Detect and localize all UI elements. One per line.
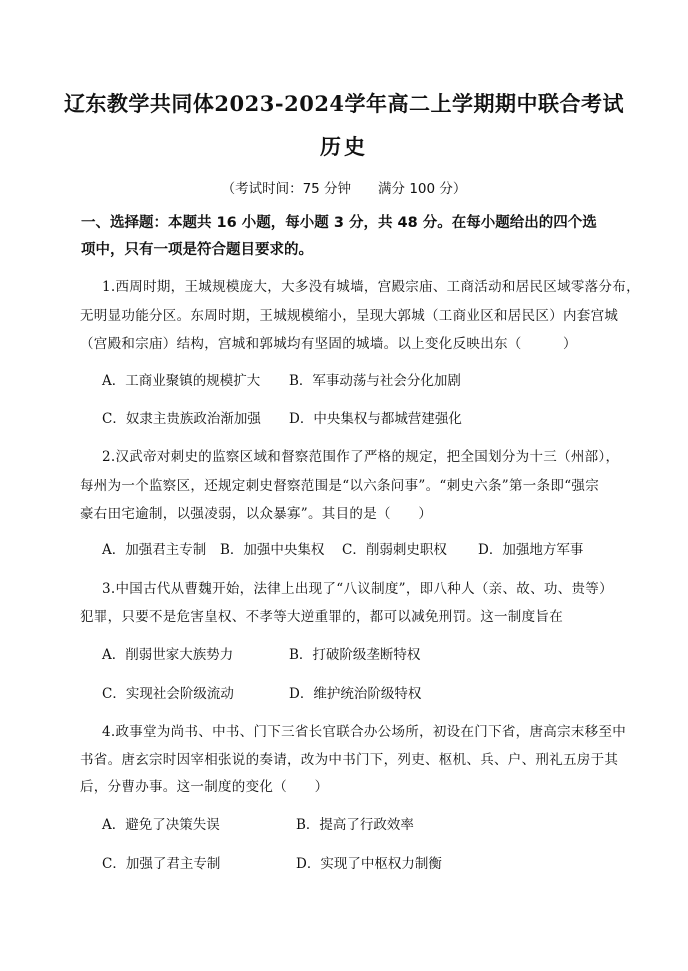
question-text-line: 犯罪，只要不是危害皇权、不孝等大逆重罪的，都可以减免刑罚。这一制度旨在 — [80, 609, 563, 625]
question-text-line: 无明显功能分区。东周时期，王城规模缩小，呈现大郭城（工商业区和居民区）内套宫城 — [80, 308, 619, 324]
exam-info: （考试时间：75 分钟 满分 100 分） — [221, 181, 467, 197]
option-b[interactable]: B．加强中央集权 — [220, 542, 325, 558]
option-c[interactable]: C．削弱刺史职权 — [342, 542, 447, 558]
section-heading-line1: 一、选择题：本题共 16 小题，每小题 3 分，共 48 分。在每小题给出的四个选 — [81, 215, 597, 231]
option-b[interactable]: B．提高了行政效率 — [296, 817, 414, 833]
option-c[interactable]: C．加强了君主专制 — [102, 856, 221, 872]
question-text-line: 2.汉武帝对刺史的监察区域和督察范围作了严格的规定，把全国划分为十三（州部）， — [102, 449, 620, 465]
option-c[interactable]: C．奴隶主贵族政治渐加强 — [102, 411, 261, 427]
option-b[interactable]: B．打破阶级垄断特权 — [289, 647, 421, 663]
question-text-line: 3.中国古代从曹魏开始，法律上出现了“八议制度”，即八种人（亲、故、功、贵等） — [102, 581, 613, 597]
question-text-line: 1.西周时期，王城规模庞大，大多没有城墙，宫殿宗庙、工商活动和居民区域零落分布， — [102, 279, 640, 295]
question-text-line: 书省。唐玄宗时因宰相张说的奏请，改为中书门下，列吏、枢机、兵、户、刑礼五房于其 — [80, 752, 619, 768]
option-d[interactable]: D．维护统治阶级特权 — [289, 686, 422, 702]
option-a[interactable]: A．避免了决策失误 — [102, 817, 220, 833]
question-text-line: （宫殿和宗庙）结构，宫城和郭城均有坚固的城墙。以上变化反映出东（ ） — [80, 336, 577, 352]
option-a[interactable]: A．工商业聚镇的规模扩大 — [102, 373, 261, 389]
question-text-line: 豪右田宅逾制，以强凌弱，以众暴寡”。其目的是（ ） — [80, 506, 433, 522]
option-d[interactable]: D．中央集权与都城营建强化 — [289, 411, 462, 427]
option-d[interactable]: D．加强地方军事 — [478, 542, 584, 558]
question-text-line: 4.政事堂为尚书、中书、门下三省长官联合办公场所，初设在门下省，唐高宗末移至中 — [102, 724, 627, 740]
question-text-line: 后，分曹办事。这一制度的变化（ ） — [80, 779, 329, 795]
option-a[interactable]: A．削弱世家大族势力 — [102, 647, 234, 663]
exam-title: 辽东教学共同体2023-2024学年高二上学期期中联合考试 — [63, 91, 625, 116]
question-text-line: 每州为一个监察区，还规定刺史督察范围是“以六条问事”。“刺史六条”第一条即“强宗 — [80, 478, 600, 494]
option-d[interactable]: D．实现了中枢权力制衡 — [296, 856, 442, 872]
option-a[interactable]: A．加强君主专制 — [102, 542, 207, 558]
subject-title: 历史 — [320, 134, 368, 159]
section-heading-line2: 项中，只有一项是符合题目要求的。 — [81, 242, 313, 258]
option-c[interactable]: C．实现社会阶级流动 — [102, 686, 234, 702]
option-b[interactable]: B．军事动荡与社会分化加剧 — [289, 373, 461, 389]
